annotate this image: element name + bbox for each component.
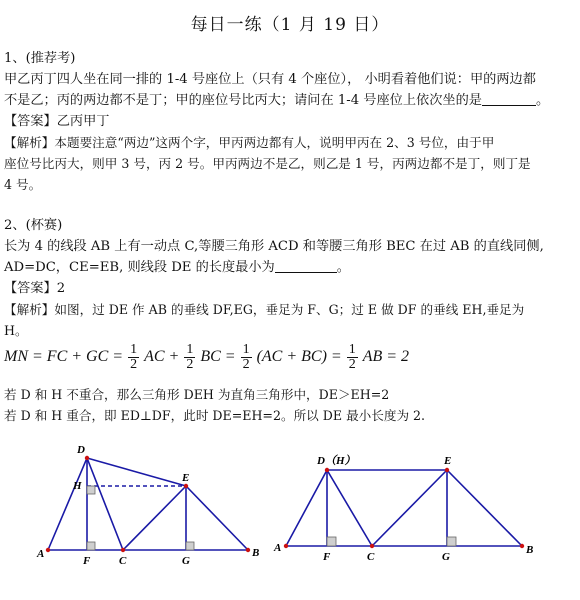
label-a: A: [37, 548, 45, 560]
fraction-half-1: $\frac{1}{2}$: [130, 342, 138, 372]
q1-analysis-line-1: [4, 132, 576, 153]
q2-analysis-line-2: H。: [4, 323, 28, 338]
q1-analysis-label: 【解析】: [4, 135, 55, 150]
formula-part-2: AC +: [144, 348, 180, 366]
point-b: [520, 544, 524, 548]
q2-answer-label: 【答案】: [4, 281, 57, 296]
fraction-half-2: $\frac{1}{2}$: [186, 342, 194, 372]
q2-heading: 2、(杯赛): [4, 218, 63, 233]
q2-answer-blank: [275, 258, 337, 273]
fraction-half-4: $\frac{1}{2}$: [348, 342, 356, 372]
formula-part-1: MN = FC + GC =: [4, 348, 124, 366]
triangle-acd: [48, 458, 123, 550]
q2-formula: [4, 343, 576, 379]
label-c: C: [367, 551, 375, 563]
q1-text-line-2-end: 。: [536, 93, 550, 108]
right-angle-h: [87, 486, 95, 494]
q2-case-2: 若 D 和 H 重合，即 ED⊥DF，此时 DE=EH=2。所以 DE 最小长度为 2.: [4, 408, 426, 423]
q2-answer: [4, 278, 576, 299]
point-e: [184, 484, 188, 488]
label-e: E: [444, 455, 452, 467]
q2-text-line-2-end: 。: [336, 260, 350, 275]
point-d: [85, 456, 89, 460]
label-h: H: [73, 480, 82, 492]
q1-text-line-2-body: 不是乙；丙的两边都不是丁；甲的座位号比丙大；请问在 1-4 号座位上依次坐的是: [4, 93, 482, 108]
formula-part-3: BC =: [200, 348, 236, 366]
page-title: 每日一练（1 月 19 日）: [190, 15, 390, 35]
q2-conclusion: [4, 384, 576, 426]
q2-text-line-2-body: AD=DC，CE=EB, 则线段 DE 的长度最小为: [4, 260, 275, 275]
right-angle-g: [186, 542, 194, 550]
right-angle-g: [447, 537, 456, 546]
q2-answer-value: 2: [56, 281, 66, 296]
label-b: B: [526, 544, 534, 556]
point-c: [370, 544, 374, 548]
q1-answer: [4, 111, 576, 132]
point-e: [445, 468, 449, 472]
point-b: [246, 548, 250, 552]
fraction-half-3: $\frac{1}{2}$: [242, 342, 250, 372]
q2-analysis-label: 【解析】: [4, 302, 55, 317]
q1-analysis-line-3: 4 号。: [4, 177, 42, 192]
q1-text-line-1: 甲乙丙丁四人坐在同一排的 1-4 号座位上（只有 4 个座位）， 小明看着他们说：甲的两边都: [4, 72, 536, 87]
label-dh: D（H）: [317, 455, 356, 467]
q1-analysis-text-1: 本题要注意“两边”这两个字，甲丙两边都有人，说明甲丙在 2、3 号位，由于甲: [54, 135, 495, 150]
point-a: [284, 544, 288, 548]
figure-1-diagram: [30, 436, 266, 596]
label-g: G: [182, 555, 190, 567]
q1-answer-label: 【答案】: [4, 114, 57, 129]
q1-heading: 1、(推荐考): [4, 51, 76, 66]
label-a: A: [274, 542, 282, 554]
figure-2: [270, 436, 550, 596]
label-b: B: [252, 547, 260, 559]
q1-answer-blank: [482, 91, 536, 106]
question-1: [4, 48, 576, 195]
q1-answer-value: 乙丙甲丁: [56, 114, 110, 129]
question-2: [4, 215, 576, 341]
point-c: [121, 548, 125, 552]
formula-part-5: AB = 2: [362, 348, 410, 366]
label-c: C: [119, 555, 127, 567]
q2-case-1: 若 D 和 H 不重合，那么三角形 DEH 为直角三角形中，DE＞EH=2: [4, 387, 390, 402]
figure-1: [30, 436, 266, 596]
q2-analysis-text-1: 如图，过 DE 作 AB 的垂线 DF,EG，垂足为 F、G；过 E 做 DF 的垂线 EH,垂足为: [54, 302, 525, 317]
point-d: [325, 468, 329, 472]
label-d: D: [77, 444, 85, 456]
label-f: F: [83, 555, 91, 567]
segment-de: [87, 458, 186, 486]
formula-part-4: (AC + BC) =: [256, 348, 342, 366]
label-g: G: [442, 551, 450, 563]
q1-text-line-2: [4, 90, 576, 111]
label-f: F: [323, 551, 331, 563]
triangle-acd: [286, 470, 372, 546]
q2-analysis-line-1: [4, 299, 576, 320]
q2-text-line-2: [4, 257, 576, 278]
right-angle-f: [87, 542, 95, 550]
q1-analysis-line-2: 座位号比丙大，则甲 3 号，丙 2 号。甲丙两边不是乙，则乙是 1 号，丙两边都不是丁，则丁是: [4, 156, 531, 171]
figure-2-diagram: [270, 436, 550, 596]
label-e: E: [182, 472, 190, 484]
right-angle-f: [327, 537, 336, 546]
q2-text-line-1: 长为 4 的线段 AB 上有一动点 C,等腰三角形 ACD 和等腰三角形 BEC 在过 AB 的直线同侧,: [4, 239, 544, 254]
point-a: [46, 548, 50, 552]
